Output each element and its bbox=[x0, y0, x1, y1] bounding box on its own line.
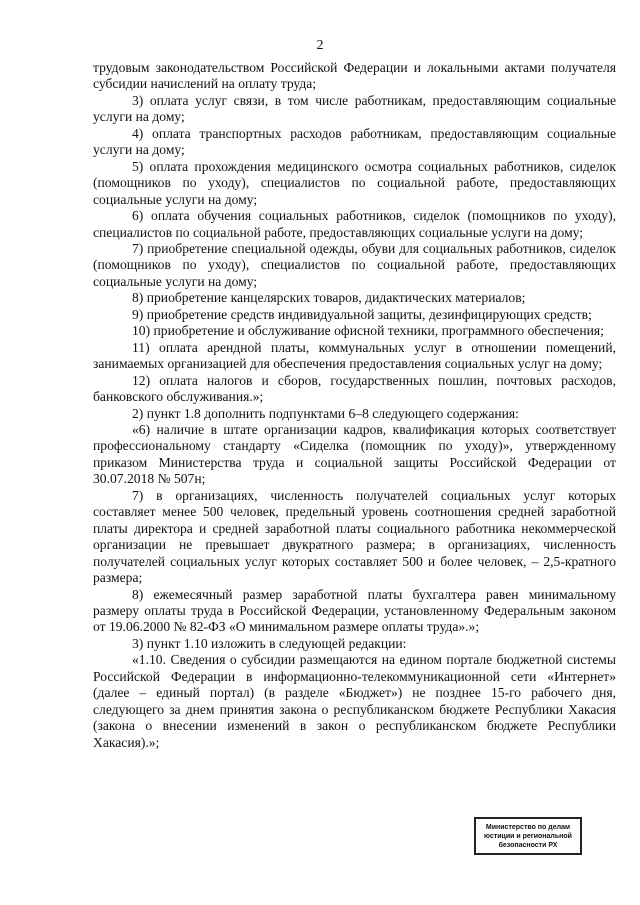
paragraph: 2) пункт 1.8 дополнить подпунктами 6–8 следующего содержания: bbox=[132, 405, 519, 421]
stamp-line: Министерство по делам bbox=[485, 824, 571, 831]
paragraph: 9) приобретение средств индивидуальной защиты, дезинфицирующих средств; bbox=[132, 306, 592, 322]
paragraph: 7) в организациях, численность получателей социальных услуг которых составляет менее 500 человек, предельный уровень соотношения средней заработной платы директора и средней заработной платы социального работника некоммерческой организации не превышает двукратного размера; в организациях, численность получателей социальных услуг которых составляет 500 и более человек, – 2,5-кратного размера; bbox=[93, 487, 616, 586]
ministry-stamp bbox=[474, 817, 582, 855]
paragraph: 8) ежемесячный размер заработной платы бухгалтера равен минимальному размеру оплаты труда в Российской Федерации, установленному Федеральным законом от 19.06.2000 № 82-ФЗ «О минимальном размере оплаты труда».»; bbox=[93, 586, 616, 635]
stamp-line: юстиции и региональной bbox=[484, 833, 572, 840]
page-number: 2 bbox=[316, 38, 324, 53]
paragraph: трудовым законодательством Российской Федерации и локальными актами получателя субсидии начислений на оплату труда; bbox=[93, 60, 616, 92]
paragraph: 8) приобретение канцелярских товаров, дидактических материалов; bbox=[132, 290, 526, 306]
document-body bbox=[93, 60, 616, 751]
paragraph: 11) оплата арендной платы, коммунальных услуг в отношении помещений, занимаемых организацией для обеспечения предоставления социальных услуг на дому; bbox=[93, 339, 616, 372]
stamp-line: безопасности РХ bbox=[498, 842, 558, 849]
paragraph: 5) оплата прохождения медицинского осмотра социальных работников, сиделок (помощников по уходу), специалистов по социальной работе, предоставляющих социальные услуги на дому; bbox=[93, 158, 616, 207]
paragraph: «6) наличие в штате организации кадров, квалификация которых соответствует профессиональному стандарту «Сиделка (помощник по уходу)», утвержденному приказом Министерства труда и социальной защиты Российской Федерации от 30.07.2018 № 507н; bbox=[93, 421, 616, 487]
paragraph: 3) пункт 1.10 изложить в следующей редакции: bbox=[132, 635, 407, 651]
paragraph: 3) оплата услуг связи, в том числе работникам, предоставляющим социальные услуги на дому; bbox=[93, 92, 616, 125]
paragraph: 6) оплата обучения социальных работников, сиделок (помощников по уходу), специалистов по социальной работе, предоставляющих социальные услуги на дому; bbox=[93, 208, 616, 240]
paragraph: 4) оплата транспортных расходов работникам, предоставляющим социальные услуги на дому; bbox=[93, 125, 616, 158]
paragraph: 12) оплата налогов и сборов, государственных пошлин, почтовых расходов, банковского обслуживания.»; bbox=[93, 372, 616, 405]
paragraph: 10) приобретение и обслуживание офисной техники, программного обеспечения; bbox=[132, 323, 604, 339]
paragraph: «1.10. Сведения о субсидии размещаются на едином портале бюджетной системы Российской Федерации в информационно-телекоммуникационной сети «Интернет» (далее – единый портал) (в разделе «Бюджет») не позднее 15-го рабочего дня, следующего за днем принятия закона о республиканском бюджете Республики Хакасия (закона о внесении изменений в закон о республиканском бюджете Республики Хакасия).»; bbox=[93, 652, 616, 750]
paragraph: 7) приобретение специальной одежды, обуви для социальных работников, сиделок (помощников по уходу), специалистов по социальной работе, предоставляющих социальные услуги на дому; bbox=[93, 240, 616, 289]
